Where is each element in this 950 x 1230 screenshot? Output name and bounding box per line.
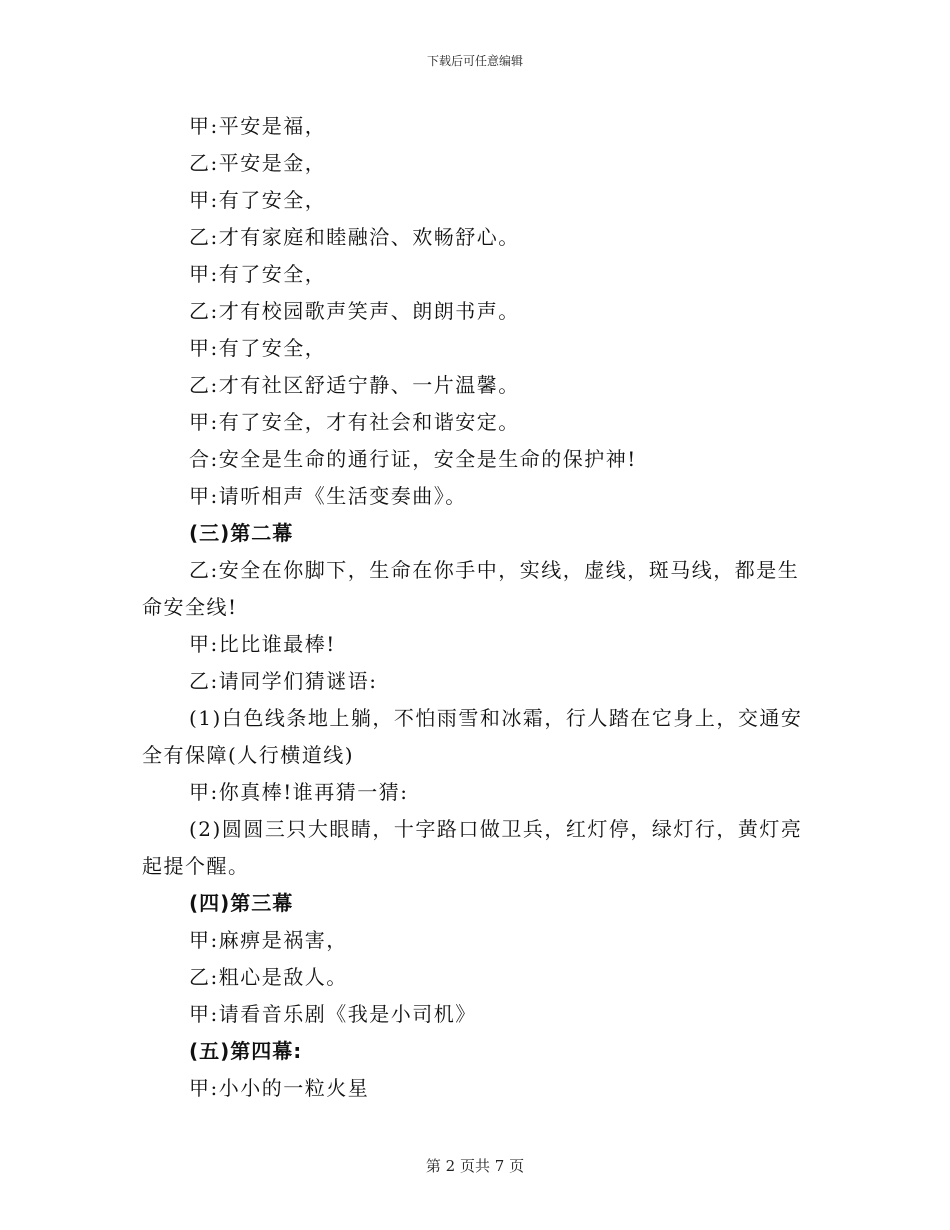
paragraph: 甲:有了安全， <box>189 262 327 286</box>
paragraph: 乙:才有校园歌声笑声、朗朗书声。 <box>189 299 520 323</box>
section-heading: (三)第二幕 <box>189 521 294 545</box>
paragraph: 甲:有了安全， <box>189 188 327 212</box>
paragraph: 乙:平安是金， <box>189 151 327 175</box>
paragraph: 甲:有了安全， <box>189 336 327 360</box>
section-heading: (四)第三幕 <box>189 891 294 915</box>
paragraph: 甲:比比谁最棒! <box>189 632 336 656</box>
paragraph: 乙:请同学们猜谜语: <box>189 669 378 693</box>
paragraph: 甲:有了安全，才有社会和谐安定。 <box>189 410 520 434</box>
paragraph: 甲:请听相声《生活变奏曲》。 <box>189 484 467 508</box>
document-body <box>142 108 808 1107</box>
paragraph: 甲:请看音乐剧《我是小司机》 <box>189 1002 477 1026</box>
paragraph: 甲:平安是福， <box>189 114 327 138</box>
paragraph: 甲:麻痹是祸害， <box>189 928 348 952</box>
paragraph: 乙:才有家庭和睦融洽、欢畅舒心。 <box>189 225 520 249</box>
paragraph: (2)圆圆三只大眼睛，十字路口做卫兵，红灯停，绿灯行，黄灯亮起提个醒。 <box>142 817 803 878</box>
paragraph: 甲:你真棒!谁再猜一猜: <box>189 780 409 804</box>
section-heading: (五)第四幕: <box>189 1039 303 1063</box>
paragraph: 乙:安全在你脚下，生命在你手中，实线，虚线，斑马线，都是生命安全线! <box>142 558 800 619</box>
paragraph: 合:安全是生命的通行证，安全是生命的保护神! <box>189 447 637 471</box>
paragraph: 甲:小小的一粒火星 <box>189 1076 370 1100</box>
page-number: 第 2 页共 7 页 <box>425 1157 525 1175</box>
paragraph: 乙:才有社区舒适宁静、一片温馨。 <box>189 373 520 397</box>
page-header-note: 下载后可任意编辑 <box>426 54 523 68</box>
paragraph: 乙:粗心是敌人。 <box>189 965 348 989</box>
paragraph: (1)白色线条地上躺，不怕雨雪和冰霜，行人踏在它身上，交通安全有保障(人行横道线) <box>142 706 803 767</box>
